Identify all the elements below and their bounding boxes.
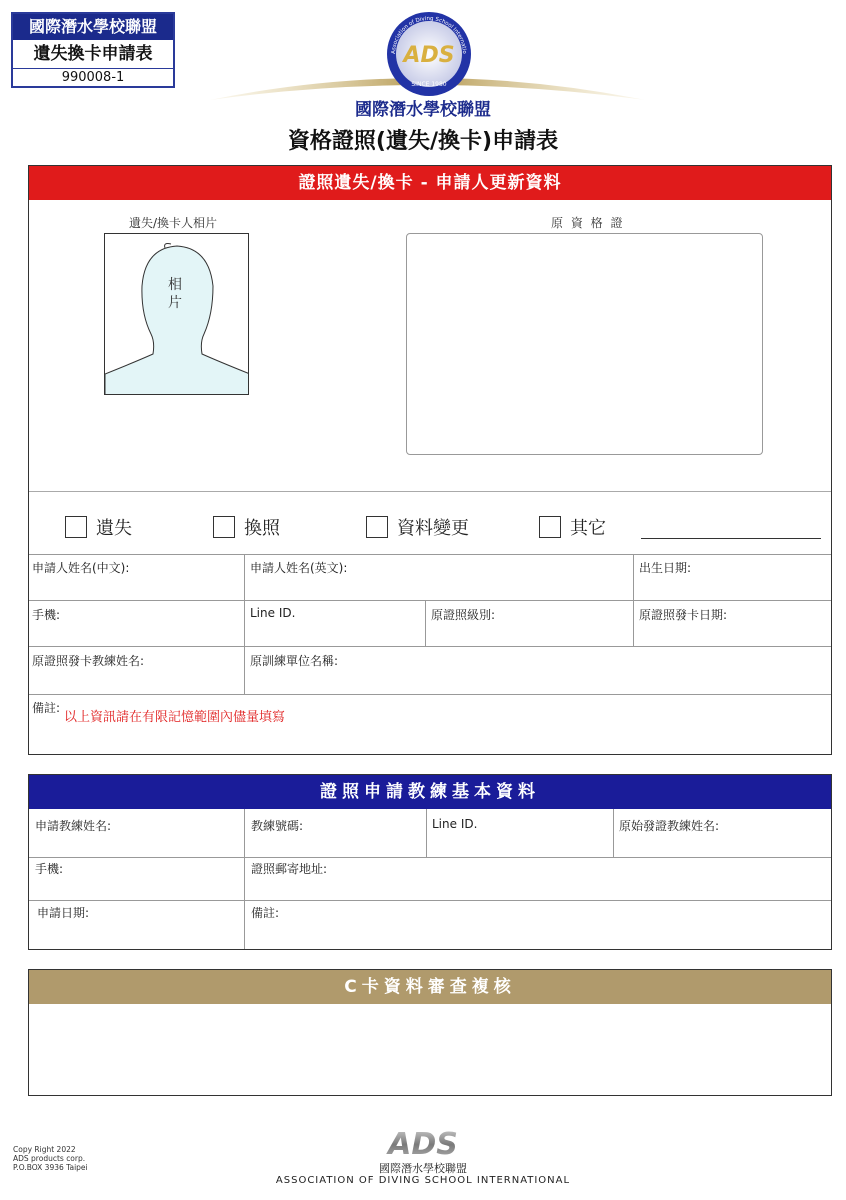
- photo-caption: 遺失/換卡人相片: [129, 216, 218, 230]
- applicant-section-header: 證照遺失/換卡 - 申請人更新資料: [29, 166, 831, 200]
- field-name-en[interactable]: 申請人姓名(英文):: [250, 561, 348, 575]
- field-mailing-address[interactable]: 證照郵寄地址:: [251, 862, 328, 876]
- logo-ads-mark: ADS: [403, 43, 455, 68]
- page-title: 資格證照(遺失/換卡)申請表: [287, 129, 559, 154]
- applicant-section: [28, 165, 832, 755]
- logo-since: SINCE 1980: [411, 81, 447, 88]
- coach-section: [28, 774, 832, 950]
- checkbox[interactable]: [213, 516, 235, 538]
- grid-line: [29, 554, 831, 555]
- grid-line: [244, 554, 245, 694]
- field-instructor-name[interactable]: 原證照發卡教練姓名:: [32, 654, 145, 668]
- remark-note: 以上資訊請在有限記憶範圍內儘量填寫: [64, 710, 286, 725]
- divider: [29, 491, 831, 492]
- grid-line: [244, 809, 245, 949]
- footer-logo: [0, 1128, 846, 1162]
- footer-logo-text: ADS: [388, 1128, 458, 1158]
- cert-caption: 原 資 格 證: [551, 216, 625, 230]
- field-mobile[interactable]: 手機:: [32, 608, 61, 622]
- option-replace[interactable]: [213, 514, 280, 540]
- grid-line: [613, 809, 614, 857]
- review-section-header: C卡資料審查複核: [29, 970, 831, 1004]
- field-coach-name[interactable]: 申請教練姓名:: [35, 819, 112, 833]
- checkbox[interactable]: [366, 516, 388, 538]
- logo-ring-text: Association of Diving School Internatio: [390, 15, 468, 55]
- grid-line: [29, 600, 831, 601]
- field-training-unit[interactable]: 原訓練單位名稱:: [250, 654, 339, 668]
- footer-org-cn: 國際潛水學校聯盟: [379, 1162, 467, 1175]
- field-issue-date[interactable]: 原證照發卡日期:: [639, 608, 728, 622]
- field-name-cn[interactable]: 申請人姓名(中文):: [32, 561, 130, 575]
- stamp-code: 990008-1: [61, 70, 125, 85]
- person-silhouette-icon: [105, 234, 249, 395]
- grid-line: [633, 554, 634, 646]
- ads-logo: [205, 8, 645, 103]
- field-remark[interactable]: 備註:: [32, 701, 61, 715]
- field-coach-remark[interactable]: 備註:: [251, 906, 280, 920]
- copyright-line: Copy Right 2022: [13, 1145, 76, 1154]
- copyright-line: P.O.BOX 3936 Taipei: [13, 1163, 88, 1172]
- photo-box[interactable]: [104, 233, 249, 395]
- stamp-org: 國際潛水學校聯盟: [13, 14, 173, 40]
- field-line-id[interactable]: Line ID.: [250, 606, 296, 620]
- option-label: 換照: [244, 518, 280, 539]
- grid-line: [29, 694, 831, 695]
- option-data-change[interactable]: [366, 514, 469, 540]
- footer-org-en: ASSOCIATION OF DIVING SCHOOL INTERNATIONAL: [275, 1175, 571, 1186]
- field-apply-date[interactable]: 申請日期:: [37, 906, 90, 920]
- field-birth-date[interactable]: 出生日期:: [639, 561, 692, 575]
- copyright-line: ADS products corp.: [13, 1154, 86, 1163]
- grid-line: [29, 857, 831, 858]
- field-coach-number[interactable]: 教練號碼:: [251, 819, 304, 833]
- option-label: 其它: [570, 518, 606, 539]
- form-id-box: [11, 12, 175, 88]
- grid-line: [29, 900, 831, 901]
- org-name: 國際潛水學校聯盟: [355, 100, 491, 120]
- checkbox[interactable]: [539, 516, 561, 538]
- photo-placeholder: 相片: [168, 277, 182, 311]
- option-lost[interactable]: [65, 514, 132, 540]
- option-label: 資料變更: [397, 518, 469, 539]
- stamp-form-name: 遺失換卡申請表: [13, 40, 173, 69]
- grid-line: [426, 809, 427, 857]
- original-cert-box[interactable]: [406, 233, 763, 455]
- option-label: 遺失: [96, 518, 132, 539]
- other-input-line[interactable]: [641, 538, 821, 539]
- grid-line: [29, 646, 831, 647]
- review-section: [28, 969, 832, 1096]
- option-other[interactable]: [539, 514, 606, 540]
- field-original-coach[interactable]: 原始發證教練姓名:: [619, 819, 720, 833]
- coach-section-header: 證照申請教練基本資料: [29, 775, 831, 809]
- field-coach-mobile[interactable]: 手機:: [35, 862, 64, 876]
- checkbox[interactable]: [65, 516, 87, 538]
- field-cert-level[interactable]: 原證照級別:: [431, 608, 496, 622]
- grid-line: [425, 600, 426, 646]
- field-coach-line-id[interactable]: Line ID.: [432, 817, 478, 831]
